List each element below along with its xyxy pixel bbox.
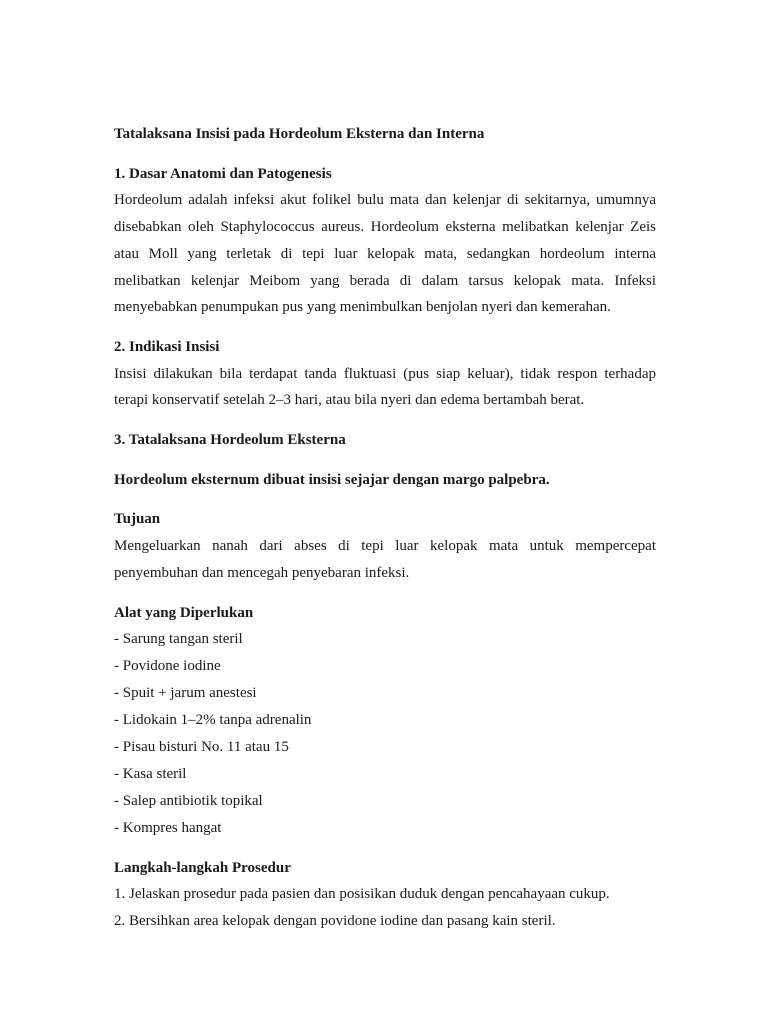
alat-list-item: - Spuit + jarum anestesi xyxy=(114,685,257,702)
alat-list-item: - Sarung tangan steril xyxy=(114,631,243,648)
alat-list-item: - Povidone iodine xyxy=(114,658,221,675)
langkah-heading: Langkah-langkah Prosedur xyxy=(114,859,291,876)
alat-list-item: - Salep antibiotik topikal xyxy=(114,792,263,809)
alat-list xyxy=(114,626,656,841)
alat-list-item: - Kompres hangat xyxy=(114,819,222,836)
section1-heading: 1. Dasar Anatomi dan Patogenesis xyxy=(114,165,332,182)
langkah-list xyxy=(114,881,656,935)
langkah-list-item: 1. Jelaskan prosedur pada pasien dan posisikan duduk dengan pencahayaan cukup. xyxy=(114,886,610,903)
section2-heading: 2. Indikasi Insisi xyxy=(114,338,220,355)
section3-statement: Hordeolum eksternum dibuat insisi sejajar dengan margo palpebra. xyxy=(114,471,550,488)
alat-heading: Alat yang Diperlukan xyxy=(114,604,254,621)
section2-body: Insisi dilakukan bila terdapat tanda fluktuasi (pus siap keluar), tidak respon terhadap terapi konservatif setelah 2–3 hari, atau bila nyeri dan edema bertambah berat. xyxy=(114,365,656,409)
document-title: Tatalaksana Insisi pada Hordeolum Eksterna dan Interna xyxy=(114,126,485,142)
document-page xyxy=(114,121,656,935)
section1-body: Hordeolum adalah infeksi akut folikel bulu mata dan kelenjar di sekitarnya, umumnya disebabkan oleh Staphylococcus aureus. Hordeolum eksterna melibatkan kelenjar Zeis atau Moll yang terletak di tepi luar kelopak mata, sedangkan hordeolum interna melibatkan kelenjar Meibom yang berada di dalam tarsus kelopak mata. Infeksi menyebabkan penumpukan pus yang menimbulkan benjolan nyeri dan kemerahan. xyxy=(114,192,656,316)
alat-list-item: - Lidokain 1–2% tanpa adrenalin xyxy=(114,711,312,728)
alat-list-item: - Pisau bisturi No. 11 atau 15 xyxy=(114,738,289,755)
alat-list-item: - Kasa steril xyxy=(114,765,187,782)
tujuan-heading: Tujuan xyxy=(114,511,161,528)
section3-heading: 3. Tatalaksana Hordeolum Eksterna xyxy=(114,432,346,449)
langkah-list-item: 2. Bersihkan area kelopak dengan povidone iodine dan pasang kain steril. xyxy=(114,913,556,930)
tujuan-body: Mengeluarkan nanah dari abses di tepi luar kelopak mata untuk mempercepat penyembuhan dan mencegah penyebaran infeksi. xyxy=(114,538,656,581)
